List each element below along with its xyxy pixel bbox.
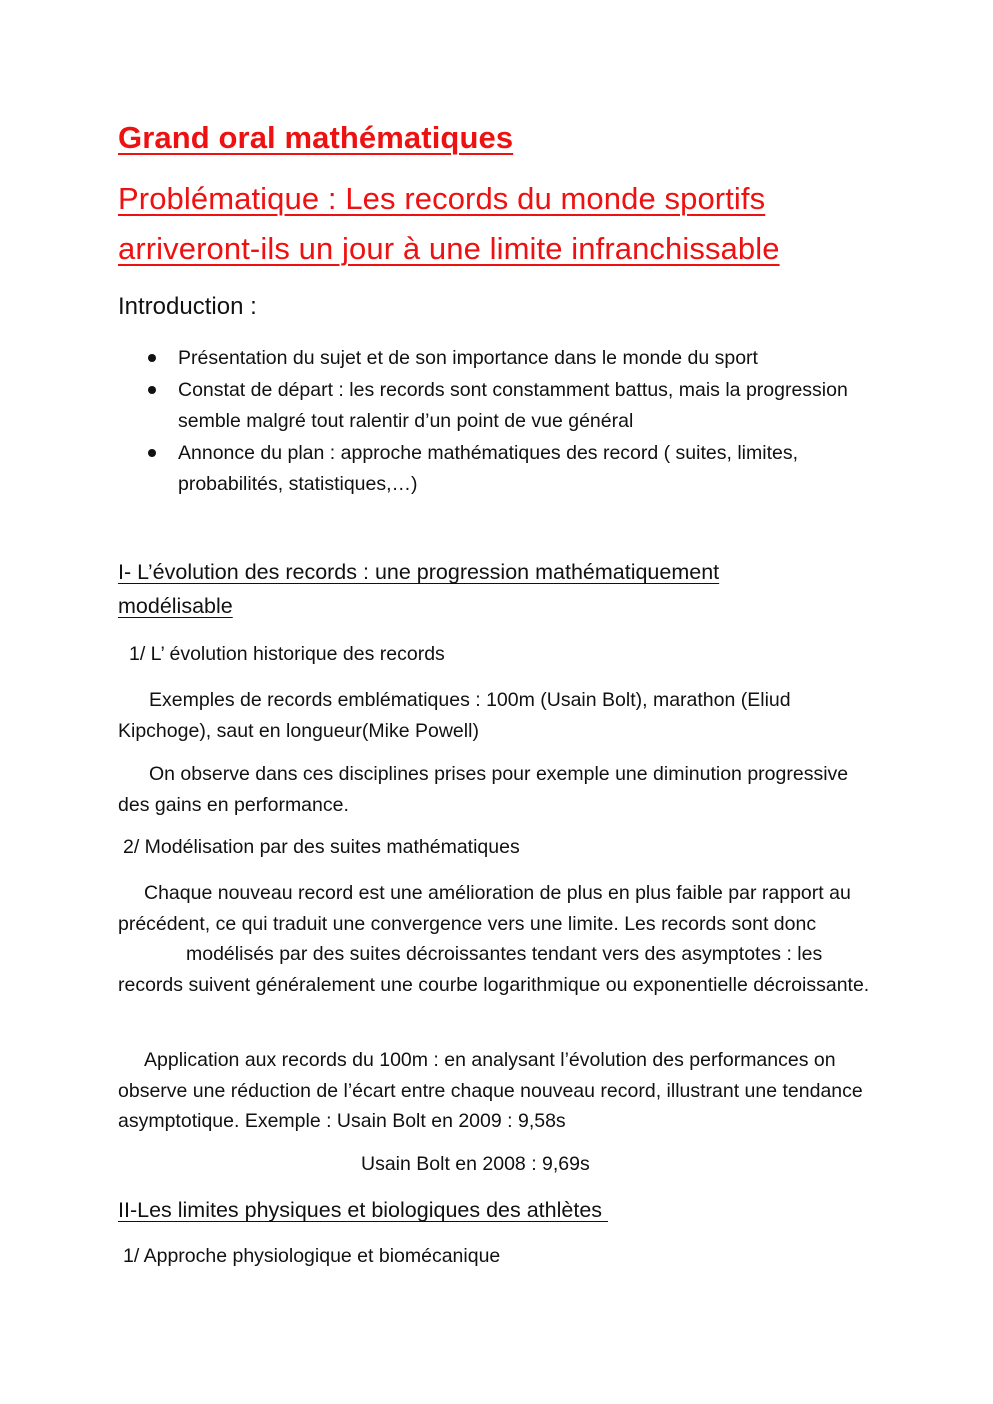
list-item-text: Constat de départ : les records sont constamment battus, mais la progression semble malgré tout ralentir d’un point de vue général <box>178 379 848 432</box>
bullet-icon <box>148 386 156 394</box>
document-title: Grand oral mathématiques <box>118 120 514 155</box>
section-1-subheading-1: 1/ L’ évolution historique des records <box>129 643 445 665</box>
paragraph-record-examples: Exemples de records emblématiques : 100m (Usain Bolt), marathon (Eliud Kipchoge), saut en longueur(Mike Powell) <box>118 689 791 742</box>
list-item <box>118 375 878 437</box>
bullet-icon <box>148 449 156 457</box>
paragraph-observation: On observe dans ces disciplines prises pour exemple une diminution progressive des gains en performance. <box>118 763 849 816</box>
introduction-heading: Introduction : <box>118 293 257 320</box>
section-1-subheading-2: 2/ Modélisation par des suites mathématiques <box>123 836 520 858</box>
introduction-list <box>118 343 878 501</box>
section-1-title-line-1: I- L’évolution des records : une progression mathématiquement <box>118 560 720 584</box>
paragraph-modelisation-part-2: modélisés par des suites décroissantes tendant vers des asymptotes : les records suivent généralement une courbe logarithmique ou exponentielle décroissante. <box>118 943 870 996</box>
list-item <box>118 343 878 374</box>
list-item <box>118 438 878 500</box>
paragraph-application-100m: Application aux records du 100m : en analysant l’évolution des performances on observe une réduction de l’écart entre chaque nouveau record, illustrant une tendance asymptotique. Exemple : Usain Bolt en 2009 : 9,58s <box>118 1049 863 1132</box>
section-2-subheading-1: 1/ Approche physiologique et biomécanique <box>123 1245 501 1267</box>
section-1-title-line-2: modélisable <box>118 594 233 618</box>
problem-statement-line-2: arriveront-ils un jour à une limite infranchissable <box>118 231 780 266</box>
section-2-title: II-Les limites physiques et biologiques des athlètes <box>118 1198 608 1222</box>
bullet-icon <box>148 354 156 362</box>
record-2008-line: Usain Bolt en 2008 : 9,69s <box>361 1153 590 1175</box>
list-item-text: Présentation du sujet et de son importance dans le monde du sport <box>178 347 758 369</box>
paragraph-modelisation-part-1: Chaque nouveau record est une amélioration de plus en plus faible par rapport au précédent, ce qui traduit une convergence vers une limite. Les records sont donc <box>118 882 851 935</box>
paragraph-modelisation <box>118 878 878 1000</box>
problem-statement-line-1: Problématique : Les records du monde sportifs <box>118 181 766 216</box>
list-item-text: Annonce du plan : approche mathématiques des record ( suites, limites, probabilités, statistiques,…) <box>178 442 799 495</box>
